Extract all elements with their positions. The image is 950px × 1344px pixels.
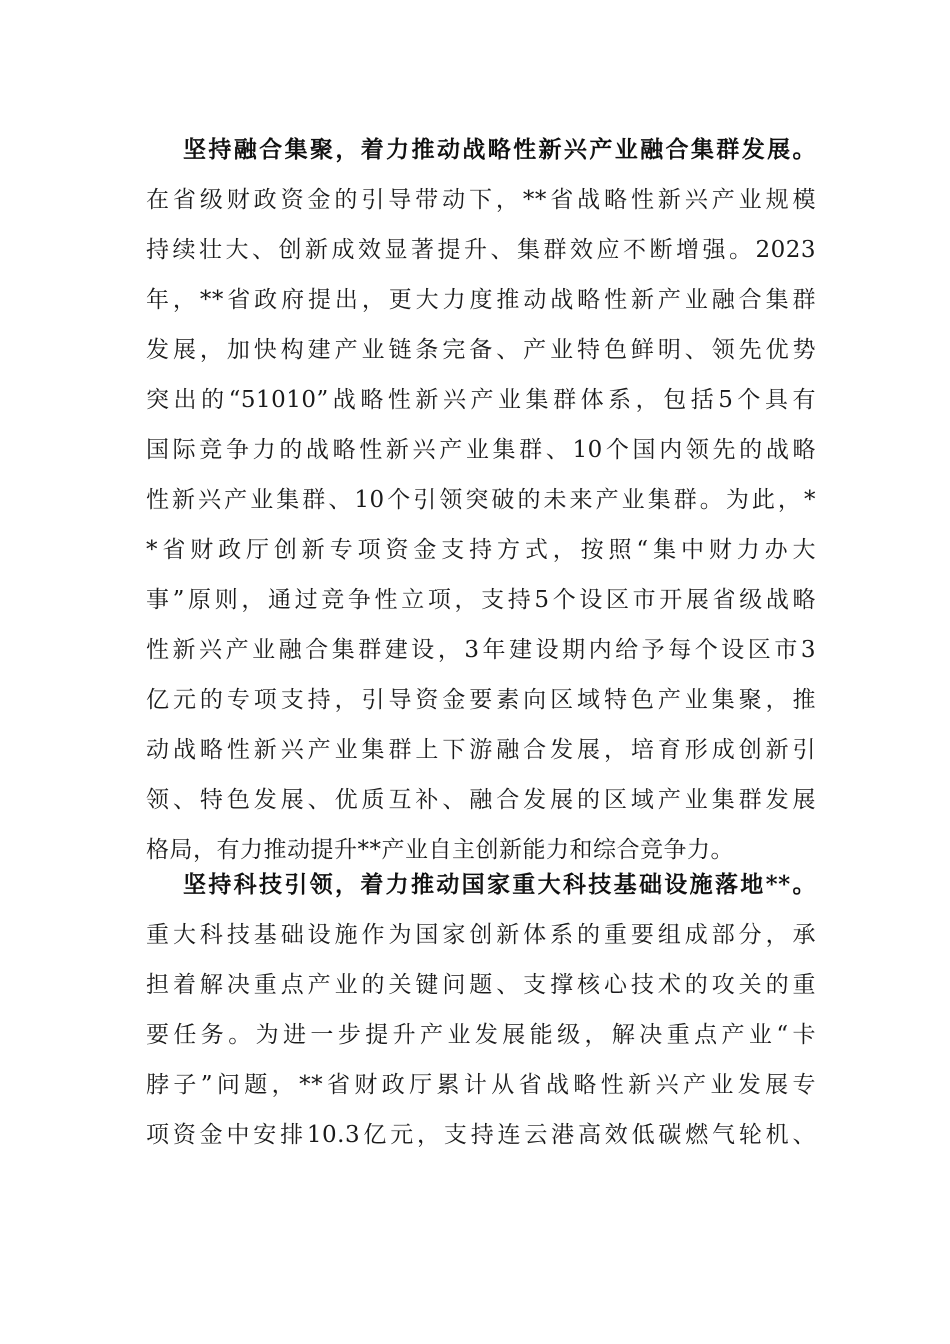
paragraph-line: 脖子”问题，**省财政厅累计从省战略性新兴产业发展专 [146,1072,816,1098]
section-1 [146,125,816,875]
paragraph-line: *省财政厅创新专项资金支持方式，按照“集中财力办大 [146,537,816,563]
paragraph-line: 亿元的专项支持，引导资金要素向区域特色产业集聚，推 [146,687,816,713]
paragraph-line: 动战略性新兴产业集群上下游融合发展，培育形成创新引 [146,737,816,763]
paragraph-line: 年，**省政府提出，更大力度推动战略性新产业融合集群 [146,287,816,313]
paragraph-line: 在省级财政资金的引导带动下，**省战略性新兴产业规模 [146,187,816,213]
paragraph-line: 格局，有力推动提升**产业自主创新能力和综合竞争力。 [146,837,734,863]
paragraph-line: 重大科技基础设施作为国家创新体系的重要组成部分，承 [146,922,816,948]
paragraph-line: 性新兴产业融合集群建设，3年建设期内给予每个设区市3 [146,637,816,663]
paragraph-line: 担着解决重点产业的关键问题、支撑核心技术的攻关的重 [146,972,816,998]
section-2-heading: 坚持科技引领，着力推动国家重大科技基础设施落地**。 [183,871,816,898]
paragraph-line: 持续壮大、创新成效显著提升、集群效应不断增强。2023 [146,237,816,263]
paragraph-line: 突出的“51010”战略性新兴产业集群体系，包括5个具有 [146,387,816,413]
paragraph-line: 要任务。为进一步提升产业发展能级，解决重点产业“卡 [146,1022,816,1048]
paragraph-line: 项资金中安排10.3亿元，支持连云港高效低碳燃气轮机、 [146,1122,816,1148]
paragraph-line: 性新兴产业集群、10个引领突破的未来产业集群。为此，* [146,487,816,513]
section-1-heading: 坚持融合集聚，着力推动战略性新兴产业融合集群发展。 [183,136,816,163]
paragraph-line: 领、特色发展、优质互补、融合发展的区域产业集群发展 [146,787,816,813]
paragraph-line: 国际竞争力的战略性新兴产业集群、10个国内领先的战略 [146,437,816,463]
section-2 [146,860,816,1160]
paragraph-line: 事”原则，通过竞争性立项，支持5个设区市开展省级战略 [146,587,816,613]
paragraph-line: 发展，加快构建产业链条完备、产业特色鲜明、领先优势 [146,337,816,363]
